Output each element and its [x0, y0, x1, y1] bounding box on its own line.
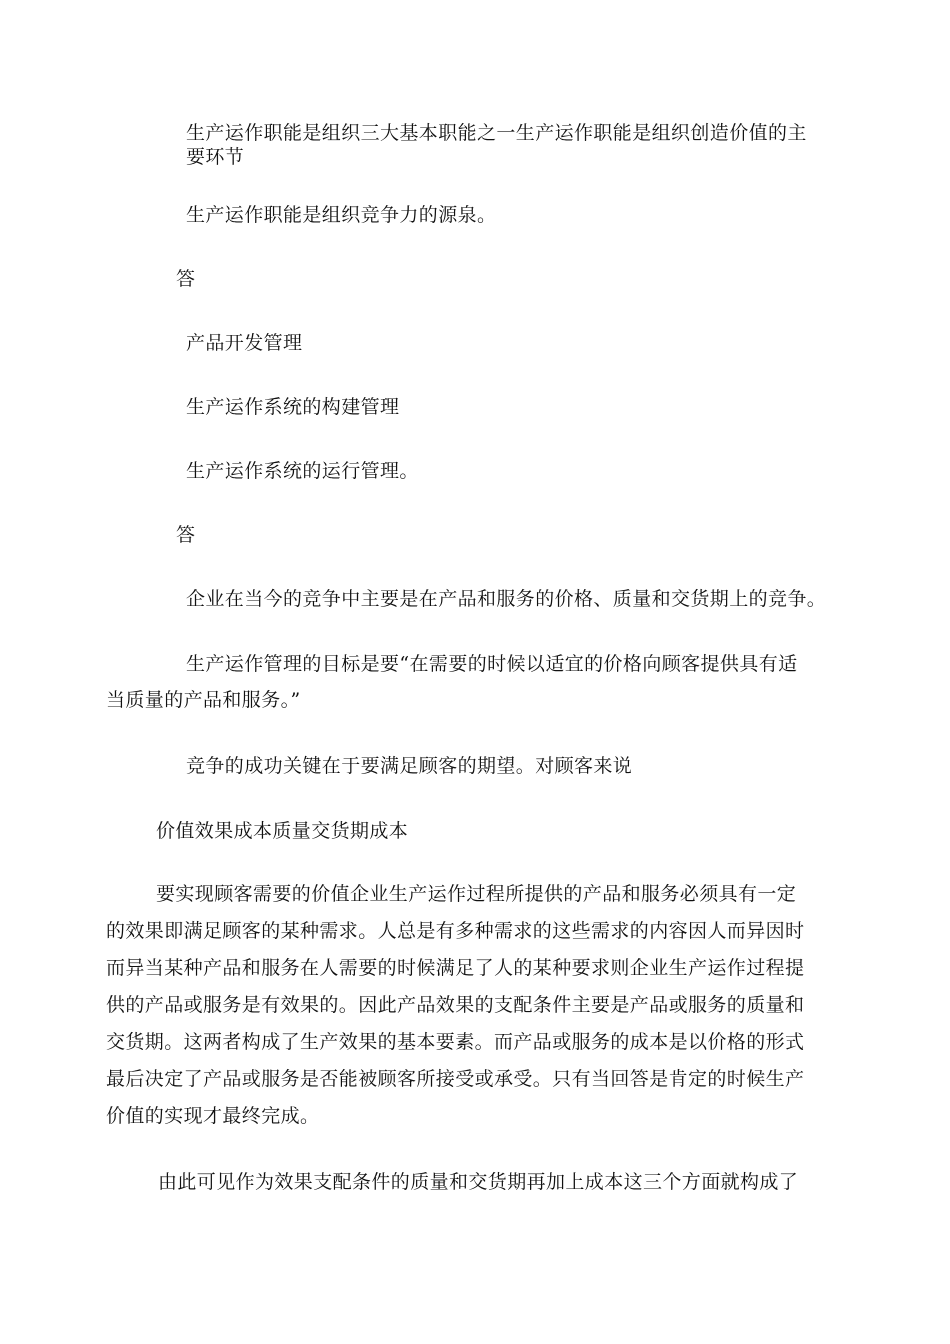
text-line: 当质量的产品和服务。” [106, 689, 301, 711]
answer-label: 答 [176, 268, 196, 290]
text-line: 要实现顾客需要的价值企业生产运作过程所提供的产品和服务必须具有一定 [156, 883, 797, 905]
text-line: 企业在当今的竞争中主要是在产品和服务的价格、质量和交货期上的竞争。 [186, 588, 827, 610]
text-line: 生产运作系统的构建管理 [186, 396, 400, 418]
answer-label: 答 [176, 524, 196, 546]
text-line: 生产运作系统的运行管理。 [186, 460, 419, 482]
text-line: 生产运作职能是组织三大基本职能之一生产运作职能是组织创造价值的主 [186, 122, 807, 144]
text-line: 的效果即满足顾客的某种需求。人总是有多种需求的这些需求的内容因人而异因时 [106, 920, 805, 942]
text-line: 交货期。这两者构成了生产效果的基本要素。而产品或服务的成本是以价格的形式 [106, 1031, 805, 1053]
text-line: 由此可见作为效果支配条件的质量和交货期再加上成本这三个方面就构成了 [158, 1171, 799, 1193]
text-line: 产品开发管理 [186, 332, 303, 354]
text-line: 价值的实现才最终完成。 [106, 1105, 320, 1127]
text-line: 竞争的成功关键在于要满足顾客的期望。对顾客来说 [186, 755, 633, 777]
text-line: 要环节 [186, 146, 245, 168]
text-line: 生产运作管理的目标是要“在需要的时候以适宜的价格向顾客提供具有适 [186, 653, 798, 675]
text-line: 而异当某种产品和服务在人需要的时候满足了人的某种要求则企业生产运作过程提 [106, 957, 805, 979]
text-line: 供的产品或服务是有效果的。因此产品效果的支配条件主要是产品或服务的质量和 [106, 994, 805, 1016]
text-line: 价值效果成本质量交货期成本 [156, 820, 409, 842]
text-line: 最后决定了产品或服务是否能被顾客所接受或承受。只有当回答是肯定的时候生产 [106, 1068, 805, 1090]
text-line: 生产运作职能是组织竞争力的源泉。 [186, 204, 497, 226]
